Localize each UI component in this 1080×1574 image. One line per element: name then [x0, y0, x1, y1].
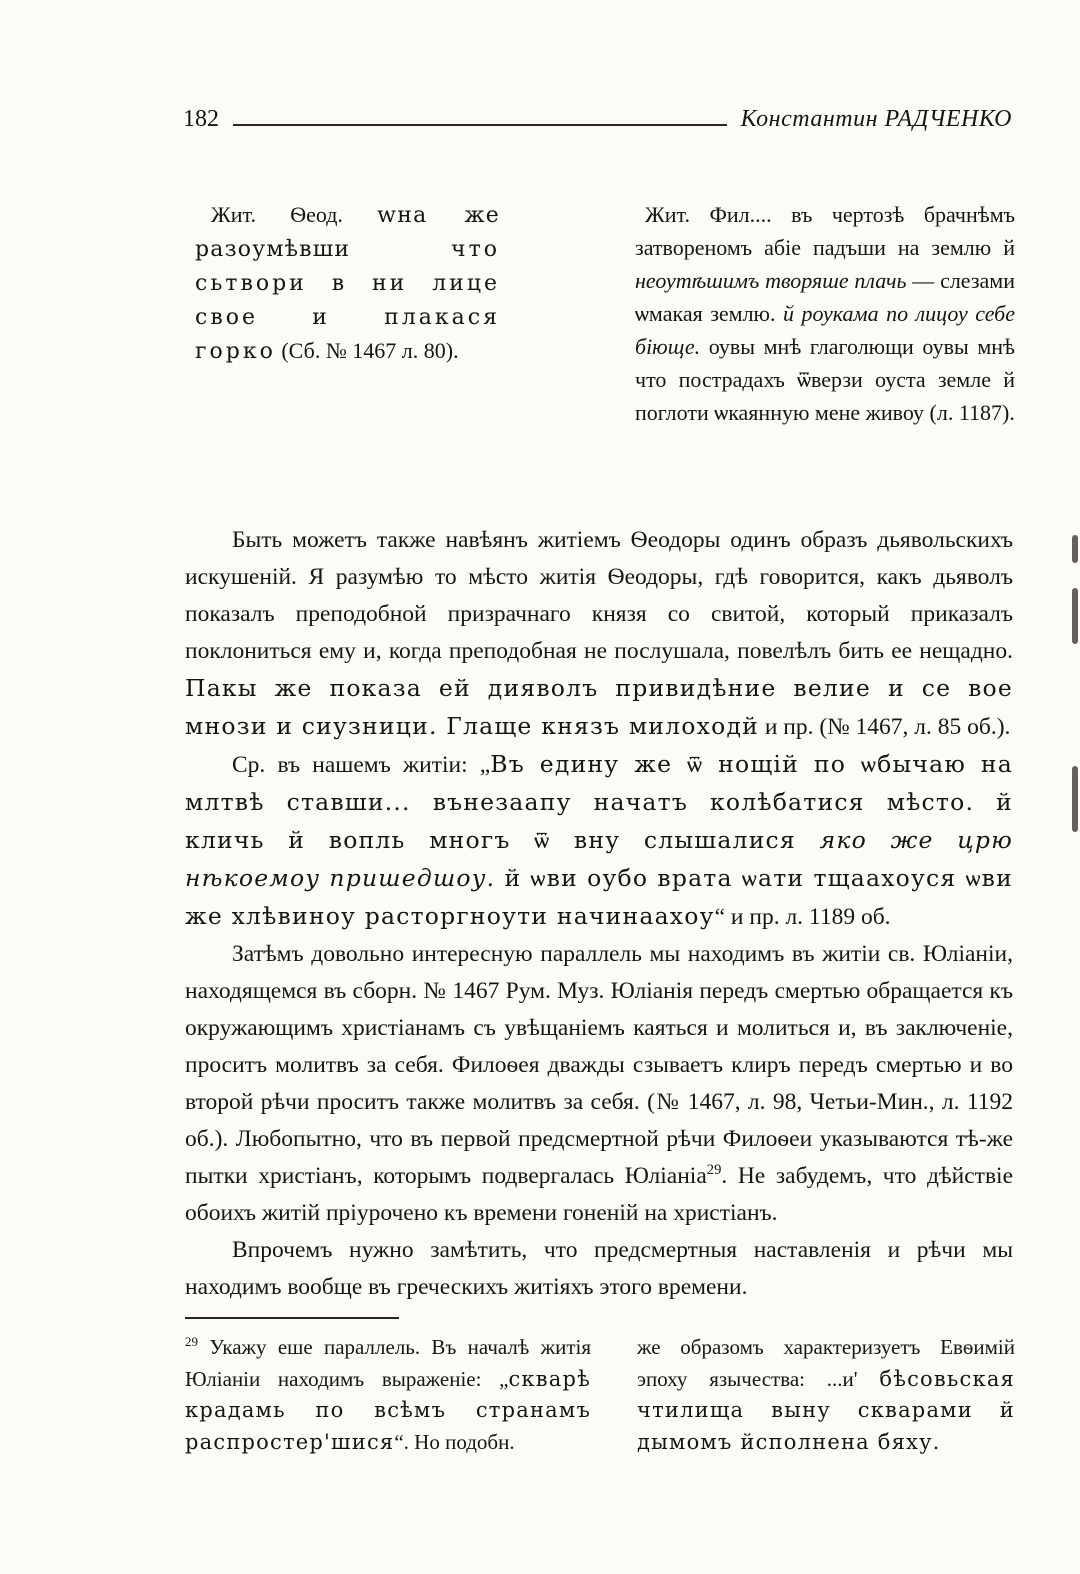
footnote-column-left — [185, 1332, 591, 1458]
main-text — [185, 522, 1013, 1306]
quote-right-italic-2: й роукама по лицоу себе біюще. — [635, 301, 1016, 359]
paragraph-reference: “ и пр. л. 1189 об. — [714, 904, 891, 930]
quote-left-reference: (Сб. № 1467 л. 80). — [275, 338, 459, 363]
quote-left-slavonic-spaced: что сьтвори в ни лице свое и плакася горко — [195, 237, 500, 364]
quote-left-slavonic: wна же разоумѣвши — [195, 203, 500, 262]
footnote-columns — [185, 1332, 1015, 1458]
body-paragraph-1 — [185, 522, 1013, 746]
page-header — [183, 106, 1012, 133]
paragraph-reference: и пр. (№ 1467, л. 85 об.). — [758, 714, 1011, 740]
footnote-slavonic: скварѣ крадамь по всѣмъ странамъ распростер'шися — [185, 1366, 591, 1454]
footnote-reference-29: 29 — [706, 1162, 722, 1179]
paragraph-text: Затѣмъ довольно интересную параллель мы находимъ въ житіи св. Юліаніи, находящемся въ сборн. № 1467 Рум. Муз. Юліанія передъ смертью обращается къ окружающимъ христіанамъ съ увѣщаніемъ каяться и молиться и, въ заключеніе, проситъ молитвъ за себя. Филоѳея дважды сзываетъ клиръ передъ смертью и во второй рѣчи проситъ также молитвъ за себя. (№ 1467, л. 98, Четьи-Мин., л. 1192 об.). Любопытно, что въ первой предсмертной рѣчи Филоѳеи указываются тѣ-же пытки христіанъ, которымъ подвергалась Юліаніа — [185, 941, 1013, 1189]
slavonic-quote: Въ едину же ѿ нощій по ѡбычаю на млтвѣ ставши... вънезаапу начатъ колѣбатися мѣсто. й кличь й вопль многъ ѿ вну слышалися — [185, 750, 1013, 854]
body-paragraph-4 — [185, 1232, 1013, 1306]
quote-right-text-3: оувы мнѣ глаголющи оувы мнѣ что пострадахъ ѿверзи оуста земле й поглоти ѡкаянную мене живоу (л. 1187). — [635, 334, 1015, 425]
quote-right-text-2: — слезами ѡмакая землю. — [635, 268, 1015, 326]
slavonic-quote-italic: яко же црю нѣкоемоу пришедшоу. — [185, 826, 1013, 892]
scan-artifact — [1072, 588, 1078, 644]
footnote-marker-29: 29 — [185, 1334, 199, 1349]
body-paragraph-2 — [185, 746, 1013, 936]
footnote-text: же образомъ характеризуетъ Евѳимій эпоху язычества: ...и' — [637, 1335, 1015, 1391]
header-rule — [233, 123, 727, 126]
quotation-columns — [195, 198, 1015, 429]
slavonic-quote: Пакы же показа ей дияволъ привидѣние велие и се вое мнози и сиузници. Глаще князъ милоходй — [185, 674, 1013, 740]
scan-artifact — [1072, 535, 1078, 563]
quote-left-heading: Жит. Ѳеод. — [211, 202, 378, 227]
footnote-text: “. Но подобн. — [394, 1429, 515, 1454]
paragraph-text: Впрочемъ нужно замѣтить, что предсмертныя наставленія и рѣчи мы находимъ вообще въ греческихъ житіяхъ этого времени. — [185, 1237, 1013, 1300]
scan-artifact — [1072, 766, 1078, 832]
quote-right-text: Жит. Фил.... въ чертозѣ брачнѣмъ затвореномъ абіе падъши на землю й — [635, 202, 1015, 260]
paragraph-text: Быть можетъ также навѣянъ житіемъ Ѳеодоры одинъ образъ дьявольскихъ искушеній. Я разумѣю то мѣсто житія Ѳеодоры, гдѣ говорится, какъ дьяволъ показалъ преподобной призрачнаго князя со свитой, который приказалъ поклониться ему и, когда преподобная не послушала, повелѣлъ бить ее нещадно. — [185, 527, 1013, 664]
quote-right-italic-1: неоутѣшимъ творяше плачь — [635, 268, 907, 293]
paragraph-text: Ср. въ нашемъ житіи: „ — [232, 752, 491, 778]
slavonic-quote: й ѡви оубо врата ѡати тщаахоуся ѡви же хлѣвиноу расторгноути начинаахоу — [185, 864, 1013, 930]
quote-column-right — [635, 198, 1015, 429]
footnote-text: Укажу еше параллель. Въ началѣ житія Юліаніи находимъ выраженіе: „ — [185, 1335, 591, 1391]
body-paragraph-3 — [185, 936, 1013, 1232]
footnote-column-right — [637, 1332, 1015, 1458]
quote-column-left — [195, 198, 500, 429]
footnote-rule — [185, 1317, 399, 1319]
page-number: 182 — [183, 106, 219, 132]
footnote-slavonic: бѣсовьская чтилища выну скварами й дымомъ йсполнена бяху. — [637, 1366, 1015, 1454]
author-name: Константин РАДЧЕНКО — [740, 106, 1012, 132]
paragraph-text: . Не забудемъ, что дѣйствіе обоихъ житій пріурочено къ времени гоненій на христіанъ. — [185, 1163, 1014, 1226]
